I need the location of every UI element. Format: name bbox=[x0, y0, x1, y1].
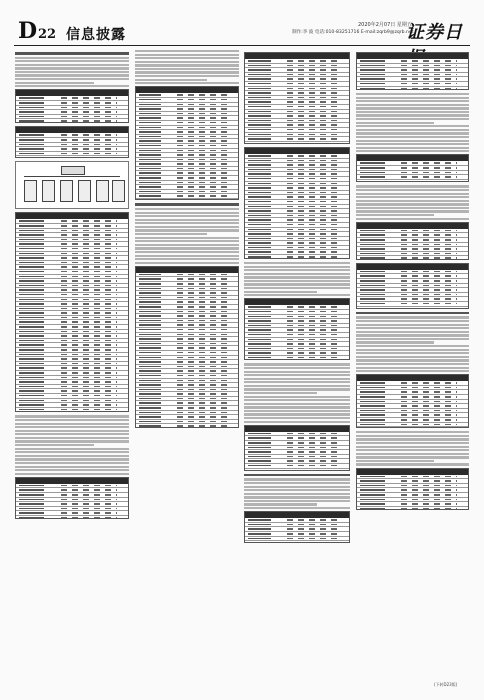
text-line bbox=[244, 269, 350, 271]
text-line bbox=[356, 312, 469, 315]
text-line bbox=[135, 222, 239, 224]
text-line bbox=[244, 273, 350, 275]
text-line bbox=[356, 189, 469, 191]
text-line bbox=[244, 478, 350, 480]
text-line bbox=[135, 244, 239, 246]
body-text-block bbox=[244, 262, 350, 296]
table-row bbox=[136, 199, 238, 200]
text-line bbox=[135, 50, 239, 52]
text-line bbox=[356, 324, 469, 326]
text-line bbox=[356, 316, 469, 318]
text-line bbox=[15, 430, 129, 432]
text-line bbox=[244, 287, 350, 289]
body-text-block bbox=[356, 431, 469, 465]
text-line bbox=[356, 442, 469, 444]
text-line bbox=[244, 363, 350, 365]
table-row bbox=[245, 142, 349, 144]
text-line bbox=[15, 440, 129, 442]
text-line bbox=[135, 212, 239, 214]
data-table bbox=[244, 511, 350, 543]
text-line bbox=[356, 93, 469, 95]
text-line bbox=[244, 421, 350, 423]
text-line bbox=[356, 327, 469, 329]
page-header bbox=[14, 18, 470, 44]
text-line bbox=[244, 410, 350, 412]
text-line bbox=[135, 54, 239, 56]
text-line bbox=[356, 132, 469, 134]
text-line bbox=[244, 374, 350, 376]
text-line bbox=[244, 486, 350, 488]
text-line bbox=[135, 255, 239, 257]
table-row bbox=[16, 152, 128, 157]
section-letter: D bbox=[18, 18, 38, 44]
text-line bbox=[244, 413, 350, 415]
text-line bbox=[356, 453, 469, 455]
text-line bbox=[356, 438, 469, 440]
text-line bbox=[356, 460, 434, 462]
text-line bbox=[244, 276, 350, 278]
text-line bbox=[244, 482, 350, 484]
table-row bbox=[245, 469, 349, 471]
text-line bbox=[135, 237, 239, 239]
text-line bbox=[356, 207, 469, 209]
text-line bbox=[356, 334, 469, 336]
text-line bbox=[356, 200, 469, 202]
text-line bbox=[244, 406, 350, 408]
table-row bbox=[357, 87, 468, 90]
data-table bbox=[356, 374, 469, 428]
table-row bbox=[245, 356, 349, 360]
text-line bbox=[135, 57, 239, 59]
text-line bbox=[356, 104, 469, 106]
text-line bbox=[135, 262, 239, 264]
text-line bbox=[244, 496, 350, 498]
text-line bbox=[244, 388, 350, 390]
body-text-block bbox=[15, 415, 129, 474]
table-row bbox=[136, 424, 238, 427]
text-line bbox=[356, 203, 469, 205]
text-line bbox=[356, 431, 469, 433]
text-line bbox=[135, 240, 239, 242]
data-table bbox=[356, 222, 469, 260]
continued-note: (下转D23版) bbox=[434, 682, 458, 687]
text-line bbox=[356, 341, 434, 343]
text-line bbox=[15, 52, 129, 55]
body-text-block bbox=[135, 50, 239, 84]
text-line bbox=[244, 403, 350, 405]
text-line bbox=[356, 331, 469, 333]
text-line bbox=[15, 415, 129, 417]
text-line bbox=[356, 150, 469, 152]
text-line bbox=[244, 396, 350, 398]
text-line bbox=[244, 474, 350, 477]
body-text-block bbox=[15, 52, 129, 87]
data-table bbox=[15, 126, 129, 158]
text-line bbox=[15, 455, 129, 457]
text-line bbox=[356, 118, 469, 120]
text-line bbox=[244, 291, 317, 293]
text-line bbox=[356, 140, 469, 142]
body-text-block bbox=[244, 363, 350, 422]
text-line bbox=[356, 125, 469, 127]
body-text-block bbox=[356, 312, 469, 372]
table-row bbox=[245, 255, 349, 259]
text-line bbox=[356, 449, 469, 451]
text-line bbox=[356, 185, 469, 187]
body-text-block bbox=[356, 93, 469, 152]
text-line bbox=[244, 371, 350, 373]
text-line bbox=[15, 57, 129, 59]
data-table bbox=[356, 52, 469, 90]
table-row bbox=[357, 256, 468, 259]
column-1 bbox=[15, 50, 129, 678]
text-line bbox=[135, 229, 239, 231]
table-row bbox=[16, 516, 128, 519]
issue-date: 2020年2月07日 星期五 bbox=[358, 22, 412, 28]
text-line bbox=[135, 233, 207, 235]
text-line bbox=[356, 349, 469, 351]
text-line bbox=[244, 385, 350, 387]
text-line bbox=[244, 493, 350, 495]
text-line bbox=[244, 489, 350, 491]
text-line bbox=[356, 196, 469, 198]
text-line bbox=[15, 473, 129, 475]
data-table bbox=[15, 89, 129, 123]
text-line bbox=[244, 507, 350, 509]
text-line bbox=[356, 367, 469, 369]
text-line bbox=[135, 61, 239, 63]
data-table bbox=[356, 154, 469, 182]
text-line bbox=[356, 370, 469, 372]
text-line bbox=[356, 463, 469, 465]
text-line bbox=[135, 219, 239, 221]
text-line bbox=[135, 64, 239, 66]
text-line bbox=[356, 143, 469, 145]
header-rule bbox=[14, 45, 470, 46]
text-line bbox=[135, 226, 239, 228]
text-line bbox=[244, 266, 350, 268]
column-4 bbox=[356, 50, 469, 678]
text-line bbox=[356, 136, 469, 138]
text-line bbox=[244, 417, 350, 419]
text-line bbox=[244, 500, 350, 502]
text-line bbox=[15, 448, 129, 450]
text-line bbox=[135, 79, 207, 81]
text-line bbox=[356, 107, 469, 109]
column-3 bbox=[244, 50, 350, 678]
text-line bbox=[135, 251, 239, 253]
text-line bbox=[244, 392, 317, 394]
text-line bbox=[15, 451, 129, 453]
data-table bbox=[15, 477, 129, 519]
table-row bbox=[16, 119, 128, 123]
table-row bbox=[357, 307, 468, 309]
text-line bbox=[135, 247, 239, 249]
text-line bbox=[15, 423, 129, 425]
text-line bbox=[356, 111, 469, 113]
editor-contact: 制作:李 波 电话:010-83251716 E-mail:zqrb9@zqrb.net bbox=[292, 30, 414, 35]
data-table bbox=[244, 147, 350, 259]
data-table bbox=[135, 266, 239, 428]
newspaper-masthead: 证券日 bbox=[406, 22, 463, 43]
text-line bbox=[356, 356, 469, 358]
text-line bbox=[15, 426, 129, 428]
data-table bbox=[15, 212, 129, 412]
text-line bbox=[135, 203, 239, 206]
text-line bbox=[135, 71, 239, 73]
text-line bbox=[15, 60, 129, 62]
text-line bbox=[356, 193, 469, 195]
text-line bbox=[15, 71, 129, 73]
text-line bbox=[15, 444, 94, 446]
text-line bbox=[15, 433, 129, 435]
text-line bbox=[356, 320, 469, 322]
table-row bbox=[357, 507, 468, 510]
data-table bbox=[356, 263, 469, 309]
text-line bbox=[244, 381, 350, 383]
text-line bbox=[244, 378, 350, 380]
table-row bbox=[16, 408, 128, 413]
text-line bbox=[356, 218, 469, 220]
body-text-block bbox=[356, 185, 469, 219]
text-line bbox=[356, 345, 469, 347]
text-line bbox=[15, 462, 129, 464]
text-line bbox=[356, 129, 469, 131]
text-line bbox=[244, 294, 350, 296]
text-line bbox=[356, 114, 469, 116]
text-line bbox=[356, 214, 434, 216]
text-line bbox=[15, 82, 94, 84]
text-line bbox=[356, 359, 469, 361]
text-line bbox=[356, 97, 469, 99]
table-row bbox=[245, 537, 349, 542]
data-table bbox=[244, 425, 350, 471]
text-line bbox=[356, 456, 469, 458]
text-line bbox=[356, 352, 469, 354]
text-line bbox=[356, 122, 434, 124]
text-line bbox=[15, 437, 129, 439]
text-line bbox=[244, 262, 350, 264]
body-text-block bbox=[244, 474, 350, 509]
text-line bbox=[15, 469, 129, 471]
text-line bbox=[15, 466, 129, 468]
data-table bbox=[356, 468, 469, 510]
text-line bbox=[135, 258, 239, 260]
text-line bbox=[15, 85, 129, 87]
text-line bbox=[244, 399, 350, 401]
text-line bbox=[356, 446, 469, 448]
text-line bbox=[356, 147, 469, 149]
text-line bbox=[244, 280, 350, 282]
text-line bbox=[15, 64, 129, 66]
text-line bbox=[135, 82, 239, 84]
text-line bbox=[356, 100, 469, 102]
text-line bbox=[135, 68, 239, 70]
text-line bbox=[244, 283, 350, 285]
text-line bbox=[356, 363, 469, 365]
text-line bbox=[15, 74, 129, 76]
data-table bbox=[244, 298, 350, 360]
text-line bbox=[244, 503, 317, 505]
data-table bbox=[244, 52, 350, 144]
text-line bbox=[135, 75, 239, 77]
column-2 bbox=[135, 50, 239, 678]
table-row bbox=[357, 175, 468, 180]
text-line bbox=[356, 338, 469, 340]
text-line bbox=[135, 215, 239, 217]
text-line bbox=[356, 435, 469, 437]
text-line bbox=[356, 210, 469, 212]
text-line bbox=[15, 67, 129, 69]
table-row bbox=[357, 427, 468, 428]
data-table bbox=[135, 86, 239, 200]
page-number: 22 bbox=[38, 27, 57, 42]
org-chart bbox=[15, 161, 129, 209]
text-line bbox=[244, 367, 350, 369]
body-text-block bbox=[135, 203, 239, 263]
section-title: 信息披露 bbox=[66, 27, 126, 43]
text-line bbox=[15, 419, 129, 421]
text-line bbox=[135, 208, 239, 210]
text-line bbox=[15, 458, 129, 460]
text-line bbox=[15, 78, 129, 80]
